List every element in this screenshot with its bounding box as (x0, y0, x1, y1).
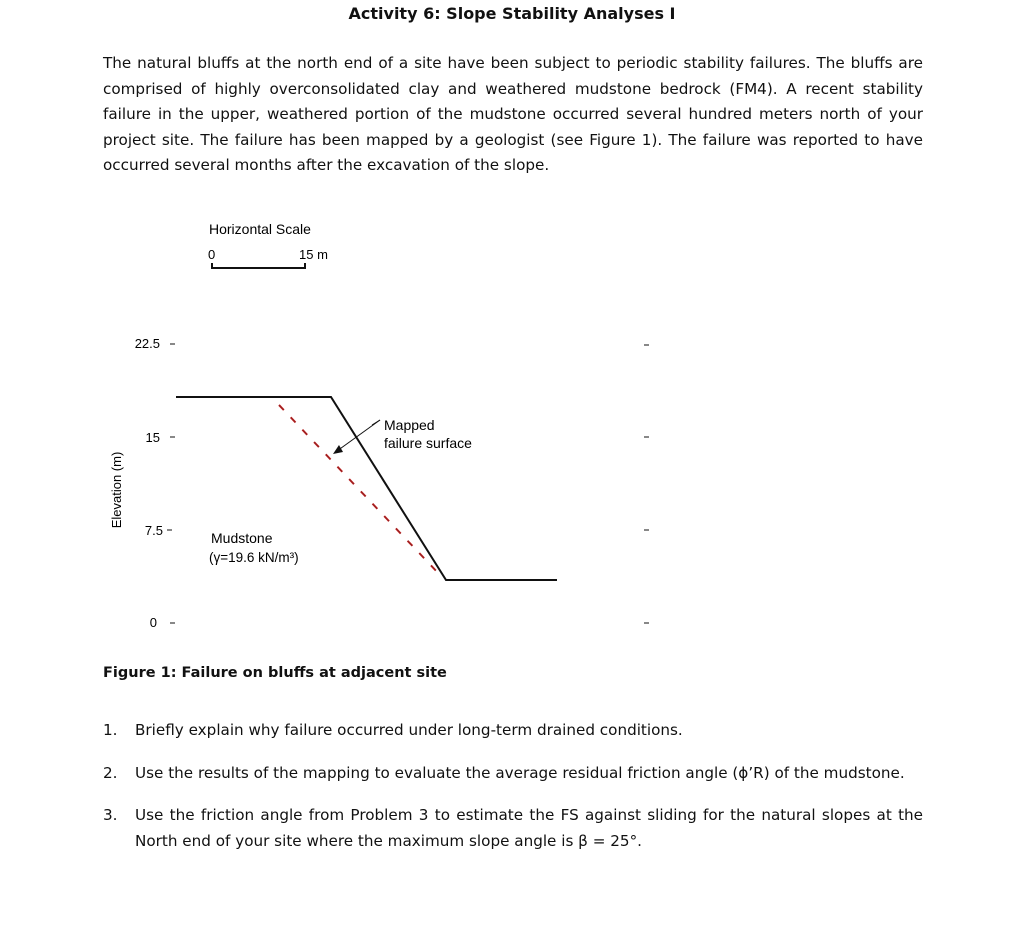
material-unit-weight: (γ=19.6 kN/m³) (209, 550, 299, 565)
arrow-head-icon (333, 445, 343, 454)
y-tick-label: 15 (145, 430, 160, 445)
y-tick-label: 7.5 (144, 523, 163, 538)
page-title: Activity 6: Slope Stability Analyses I (348, 4, 676, 23)
question-text: Use the results of the mapping to evaluate the average residual friction angle (ϕ’R) of the mudstone. (135, 763, 905, 782)
question-text: Briefly explain why failure occurred under long-term drained conditions. (135, 721, 683, 739)
question-item (103, 803, 923, 854)
scale-start-label: 0 (208, 247, 216, 262)
question-list (103, 718, 923, 871)
slope-diagram (0, 210, 700, 650)
scale-title: Horizontal Scale (209, 221, 311, 237)
figure-caption: Figure 1: Failure on bluffs at adjacent site (103, 665, 447, 681)
failure-label-line1: Mapped (384, 417, 435, 433)
question-number: 3. (103, 806, 118, 825)
y-axis-label: Elevation (m) (109, 451, 124, 529)
leader-tick (372, 420, 380, 425)
material-name: Mudstone (211, 530, 273, 546)
scale-end-label: 15 m (299, 247, 328, 262)
question-number: 1. (103, 721, 118, 739)
question-number: 2. (103, 763, 118, 782)
y-tick-label: 22.5 (134, 336, 160, 351)
slope-figure (0, 210, 700, 650)
y-tick-label: 0 (149, 615, 157, 630)
scale-bar (212, 263, 305, 268)
question-item (103, 718, 923, 744)
failure-label-line2: failure surface (384, 435, 472, 451)
question-item (103, 761, 923, 787)
question-text: Use the friction angle from Problem 3 to estimate the FS against sliding for the natural slopes at the North end of your site where the maximum slope angle is β = 25°. (135, 806, 923, 850)
leader-line (337, 420, 380, 451)
intro-paragraph: The natural bluffs at the north end of a site have been subject to periodic stability failures. The bluffs are comprised of highly overconsolidated clay and weathered mudstone bedrock (FM4). A recent stability failure in the upper, weathered portion of the mudstone occurred several hundred meters north of your project site. The failure has been mapped by a geologist (see Figure 1). The failure was reported to have occurred several months after the excavation of the slope. (103, 54, 923, 175)
